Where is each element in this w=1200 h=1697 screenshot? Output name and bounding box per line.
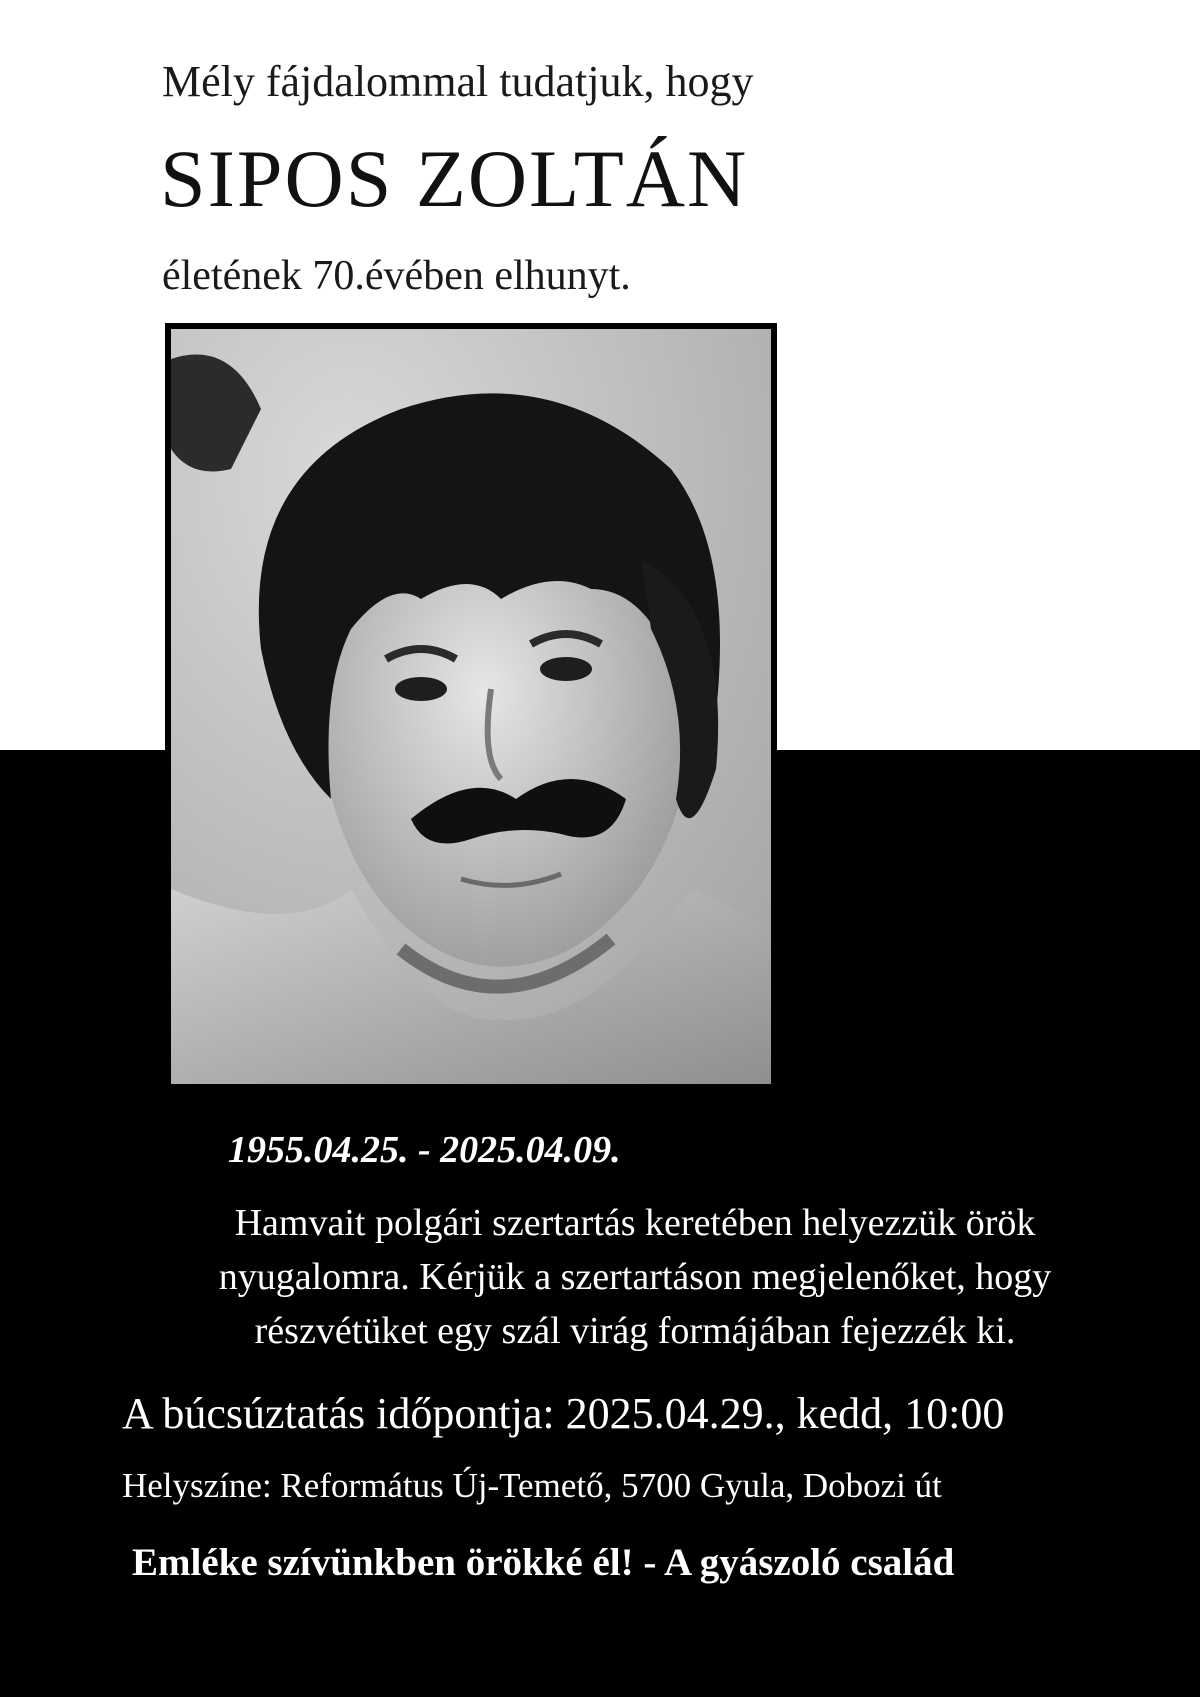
portrait-photo — [165, 323, 777, 1090]
ceremony-time: A búcsúztatás időpontja: 2025.04.29., kedd, 10:00 — [122, 1389, 1005, 1438]
life-dates: 1955.04.25. - 2025.04.09. — [228, 1129, 621, 1171]
age-line: életének 70.évében elhunyt. — [162, 253, 631, 299]
ceremony-description — [100, 1196, 1170, 1358]
closing-line: Emléke szívünkben örökké él! - A gyászoló család — [132, 1541, 955, 1584]
deceased-name: SIPOS ZOLTÁN — [160, 133, 749, 224]
ceremony-location: Helyszíne: Református Új-Temető, 5700 Gyula, Dobozi út — [122, 1466, 942, 1505]
description-line: részvétüket egy szál virág formájában fejezzék ki. — [254, 1310, 1016, 1352]
description-line: Hamvait polgári szertartás keretében helyezzük örök — [234, 1202, 1036, 1244]
intro-text: Mély fájdalommal tudatjuk, hogy — [162, 57, 754, 106]
portrait-image — [171, 329, 771, 1084]
description-line: nyugalomra. Kérjük a szertartáson megjelenőket, hogy — [218, 1256, 1052, 1298]
